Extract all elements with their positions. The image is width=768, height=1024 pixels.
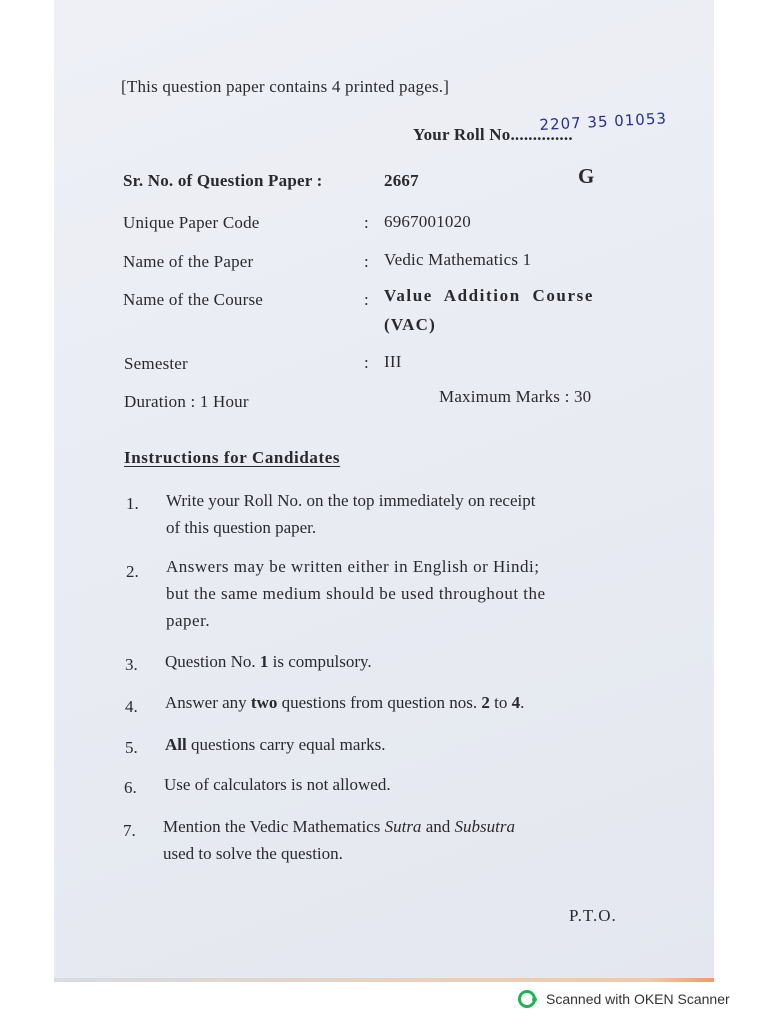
instruction-item: Mention the Vedic Mathematics Sutra and Subsutra used to solve the question. [163, 817, 515, 863]
instruction-item: Question No. 1 is compulsory. [165, 652, 372, 671]
course-name-value-line1: Value Addition Course [384, 286, 594, 305]
roll-number-label: Your Roll No.............. [413, 125, 573, 144]
maximum-marks: Maximum Marks : 30 [439, 387, 592, 406]
instruction-item: Use of calculators is not allowed. [164, 775, 391, 794]
page-edge [54, 978, 714, 982]
semester-value: III [384, 352, 402, 371]
duration: Duration : 1 Hour [124, 392, 249, 411]
paper-name-label: Name of the Paper [123, 252, 254, 271]
roll-number-handwritten: 2207 35 01053 [539, 109, 668, 134]
instruction-number: 5. [125, 738, 138, 757]
sr-no-value: 2667 [384, 171, 419, 190]
paper-name-value: Vedic Mathematics 1 [384, 250, 532, 269]
set-letter: G [578, 164, 595, 188]
instructions-heading: Instructions for Candidates [124, 448, 341, 467]
sr-no-label: Sr. No. of Question Paper : [123, 171, 323, 190]
instruction-item: All questions carry equal marks. [165, 735, 386, 754]
course-name-label: Name of the Course [123, 290, 264, 309]
instruction-number: 1. [126, 494, 139, 513]
instruction-number: 3. [125, 655, 138, 674]
oken-logo-icon [518, 990, 536, 1008]
semester-colon: : [364, 353, 369, 372]
pto-mark: P.T.O. [569, 906, 617, 925]
instruction-number: 6. [124, 778, 137, 797]
scanner-watermark-text: Scanned with OKEN Scanner [546, 991, 730, 1007]
upc-value: 6967001020 [384, 212, 471, 231]
printed-pages-note: [This question paper contains 4 printed pages.] [121, 77, 450, 96]
course-name-colon: : [364, 290, 369, 309]
scanner-watermark [518, 990, 730, 1008]
instruction-number: 7. [123, 821, 136, 840]
semester-label: Semester [124, 354, 188, 373]
instruction-number: 4. [125, 697, 138, 716]
course-name-value-line2: (VAC) [384, 315, 436, 334]
instruction-item: Answer any two questions from question nos. 2 to 4. [165, 693, 525, 712]
upc-colon: : [364, 213, 369, 232]
instruction-item: Answers may be written either in English or Hindi; but the same medium should be used throughout the paper. [166, 557, 546, 630]
instruction-item: Write your Roll No. on the top immediately on receipt of this question paper. [166, 491, 536, 537]
upc-label: Unique Paper Code [123, 213, 260, 232]
instruction-number: 2. [126, 562, 139, 581]
paper-name-colon: : [364, 252, 369, 271]
